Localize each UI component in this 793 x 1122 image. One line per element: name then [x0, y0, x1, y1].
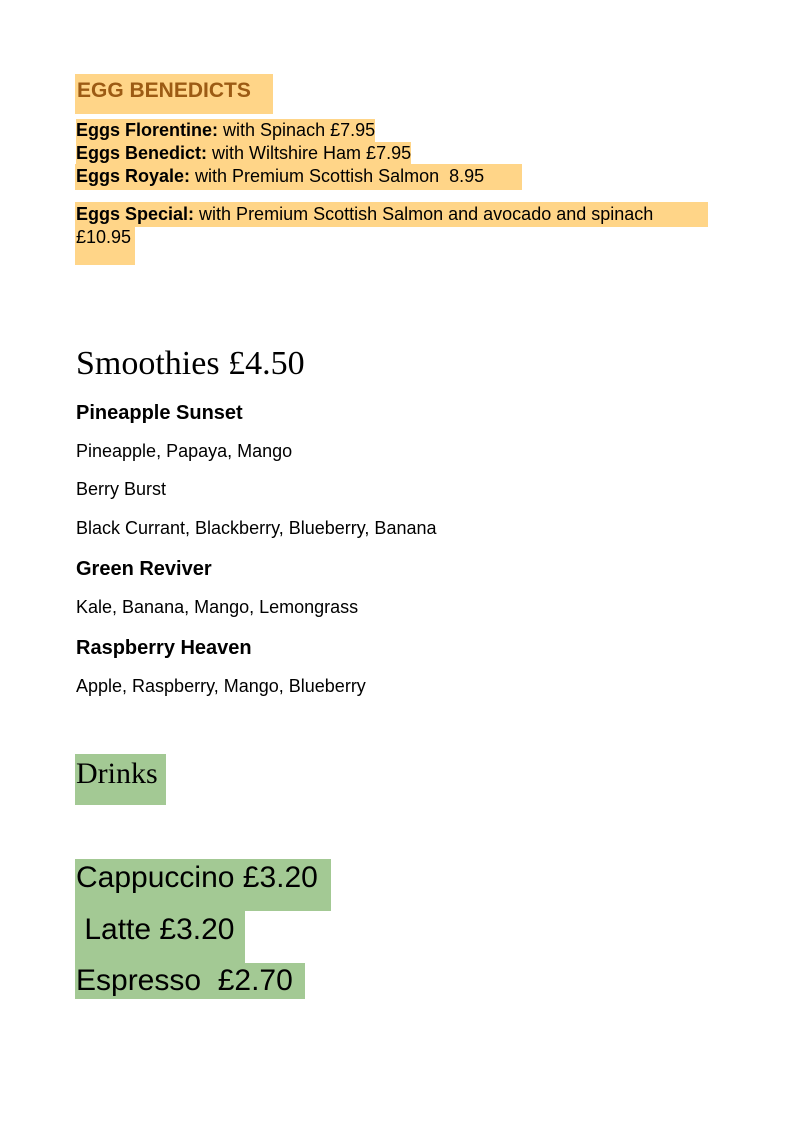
item-name: Eggs Benedict:: [76, 143, 208, 163]
item-name: Eggs Royale:: [76, 166, 191, 186]
item-desc: with Premium Scottish Salmon and avocado and spinach: [194, 204, 654, 224]
item-desc: with Wiltshire Ham £7.95: [207, 143, 412, 163]
smoothie-name: Pineapple Sunset: [76, 402, 243, 424]
item-name: Eggs Florentine:: [76, 120, 219, 140]
menu-item-eggs-benedict: [76, 142, 411, 165]
drink-item-espresso: Espresso £2.70: [76, 964, 293, 997]
menu-item-eggs-special-price: £10.95: [76, 227, 132, 247]
menu-item-eggs-royale: [76, 165, 488, 188]
smoothie-ingredients: Kale, Banana, Mango, Lemongrass: [76, 597, 359, 617]
menu-item-eggs-florentine: [76, 119, 375, 142]
drink-item-cappuccino: Cappuccino £3.20: [76, 861, 318, 894]
smoothies-heading: Smoothies £4.50: [76, 345, 305, 382]
egg-benedicts-heading: EGG BENEDICTS: [77, 79, 251, 102]
smoothie-ingredients: Black Currant, Blackberry, Blueberry, Banana: [76, 518, 437, 538]
smoothie-ingredients: Apple, Raspberry, Mango, Blueberry: [76, 676, 366, 696]
drinks-heading: Drinks: [76, 757, 158, 790]
smoothie-name: Raspberry Heaven: [76, 637, 252, 659]
smoothie-name: Green Reviver: [76, 558, 212, 580]
smoothie-ingredients: Pineapple, Papaya, Mango: [76, 441, 293, 461]
menu-item-eggs-special: [76, 203, 653, 226]
item-desc: with Spinach £7.95: [218, 120, 376, 140]
item-desc: with Premium Scottish Salmon 8.95: [190, 166, 485, 186]
smoothie-name: Berry Burst: [76, 479, 167, 499]
item-name: Eggs Special:: [76, 204, 195, 224]
drink-item-latte: Latte £3.20: [76, 913, 235, 946]
